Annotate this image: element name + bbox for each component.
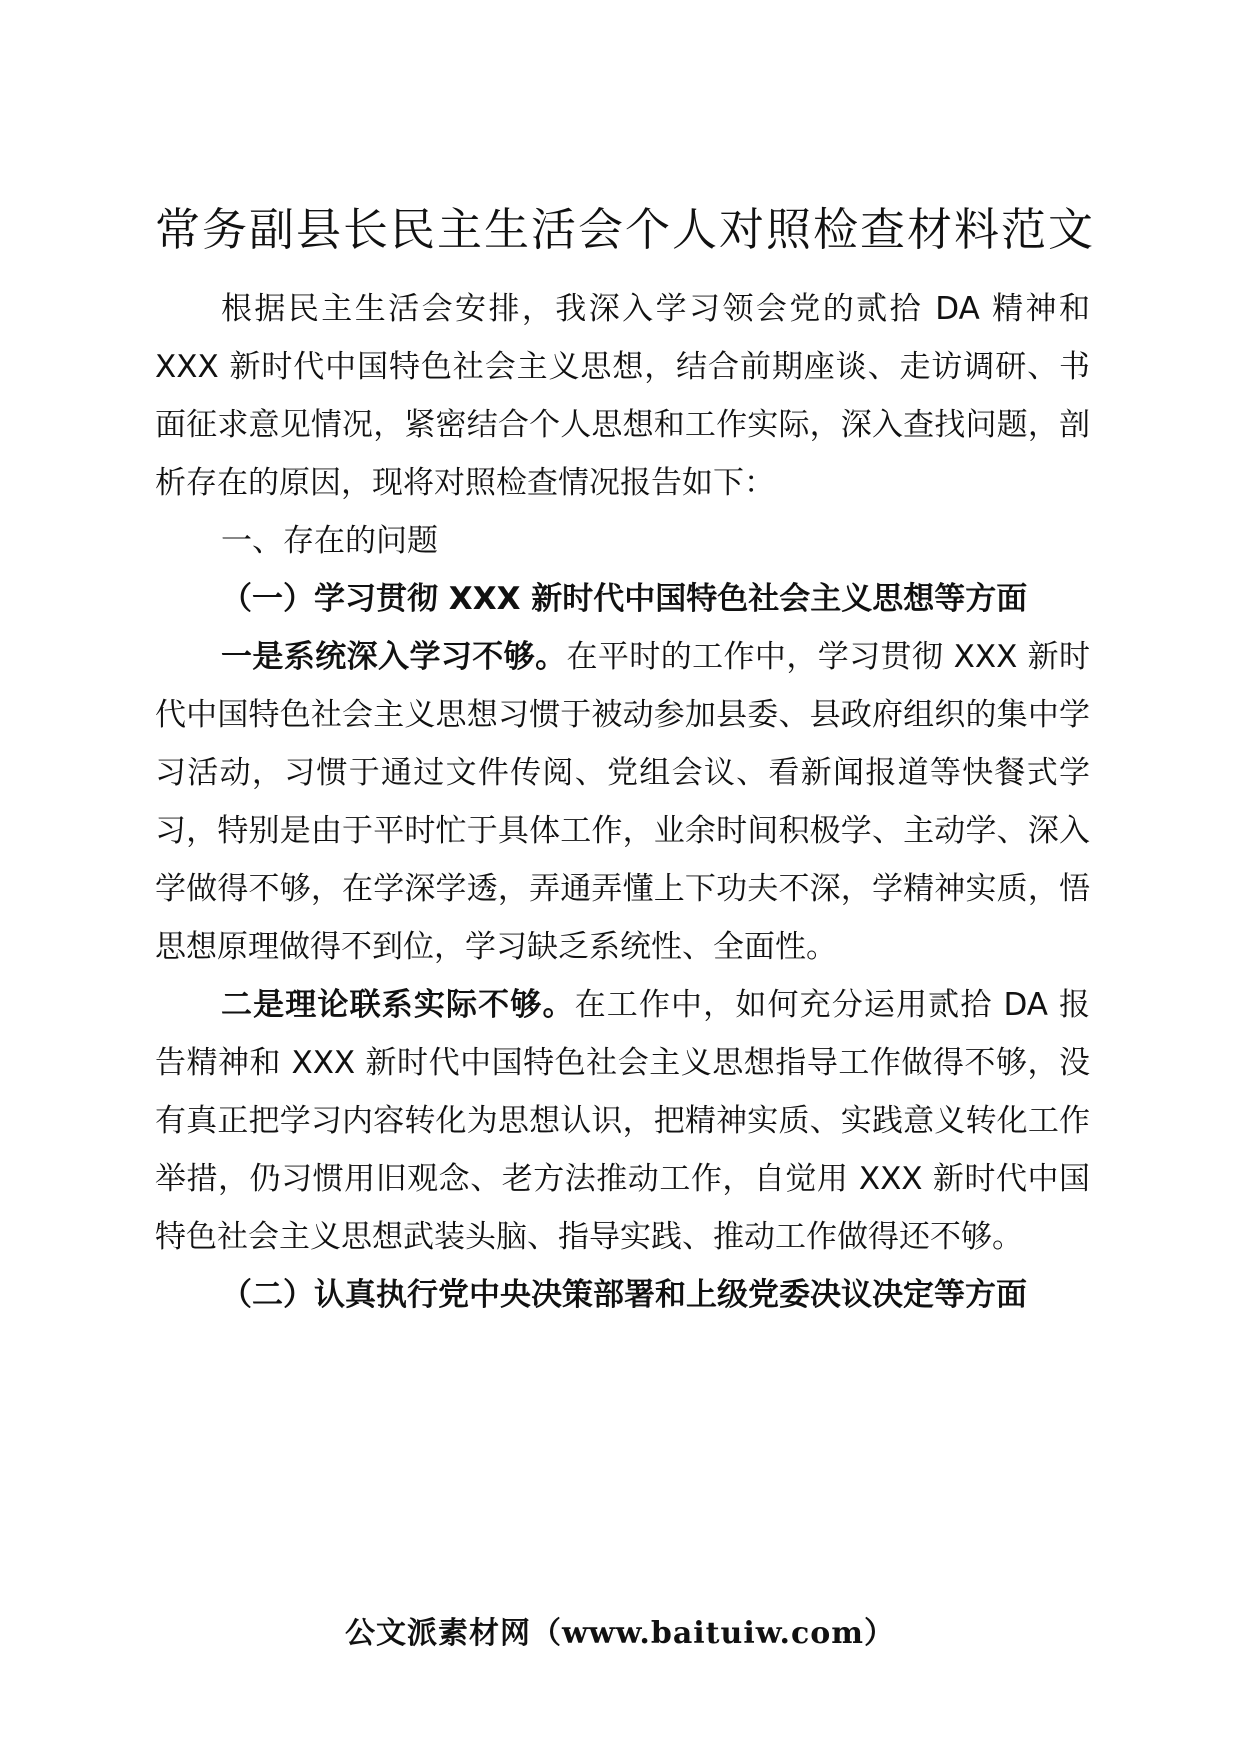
point-text: 在工作中，如何充分运用贰拾 DA 报告精神和 XXX 新时代中国特色社会主义思想指导工作做得不够，没有真正把学习内容转化为思想认识，把精神实质、实践意义转化工作举措，仍习惯用旧观念、老方法推动工作，自觉用 XXX 新时代中国特色社会主义思想武装头脑、指导实践、推动工作做得还不够。 (155, 987, 1090, 1255)
document-body (155, 280, 1090, 1324)
point-paragraph (155, 628, 1090, 976)
subsection-heading: （一）学习贯彻 XXX 新时代中国特色社会主义思想等方面 (221, 581, 1028, 617)
point-lead: 二是理论联系实际不够。 (221, 987, 575, 1023)
subsection-heading: （二）认真执行党中央决策部署和上级党委决议决定等方面 (221, 1277, 1027, 1313)
point-lead: 一是系统深入学习不够。 (221, 639, 567, 675)
point-text: 在平时的工作中，学习贯彻 XXX 新时代中国特色社会主义思想习惯于被动参加县委、县政府组织的集中学习活动，习惯于通过文件传阅、党组会议、看新闻报道等快餐式学习，特别是由于平时忙于具体工作，业余时间积极学、主动学、深入学做得不够，在学深学透，弄通弄懂上下功夫不深，学精神实质，悟思想原理做得不到位，学习缺乏系统性、全面性。 (155, 639, 1091, 965)
document-title: 常务副县长民主生活会个人对照检查材料范文 (155, 203, 1096, 256)
footer-watermark: 公文派素材网（www.baituiw.com） (344, 1616, 896, 1651)
intro-paragraph: 根据民主生活会安排，我深入学习领会党的贰拾 DA 精神和 XXX 新时代中国特色社会主义思想，结合前期座谈、走访调研、书面征求意见情况，紧密结合个人思想和工作实际，深入查找问题，剖析存在的原因，现将对照检查情况报告如下： (155, 291, 1090, 501)
point-paragraph (155, 976, 1090, 1266)
section-heading: 一、存在的问题 (221, 523, 438, 559)
